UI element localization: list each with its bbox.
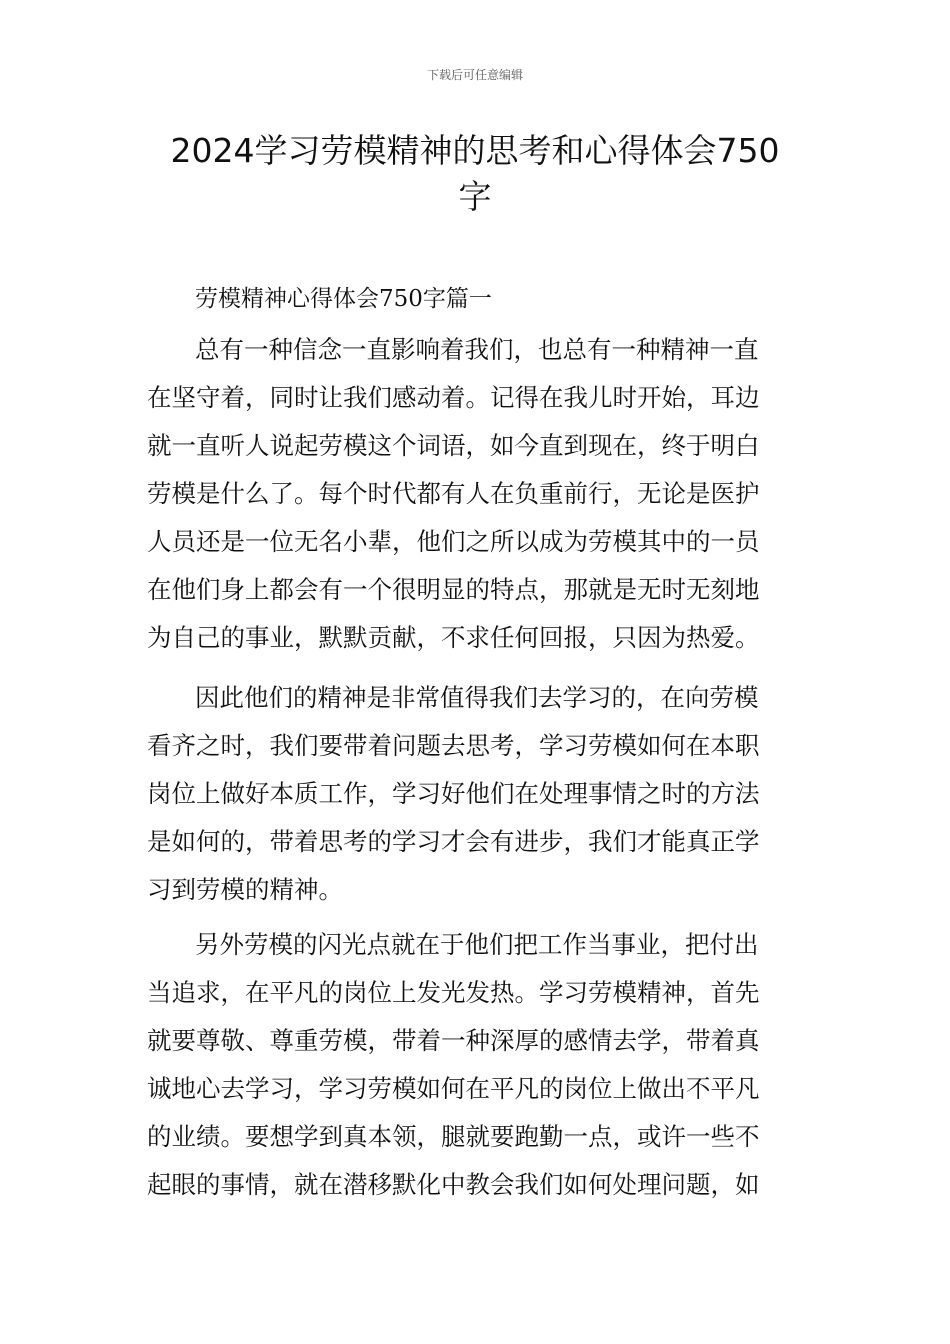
paragraph-line: 起眼的事情，就在潜移默化中教会我们如何处理问题，如 (147, 1170, 760, 1199)
paragraph-line: 人员还是一位无名小辈，他们之所以成为劳模其中的一员 (147, 527, 760, 556)
document-title-line-2: 字 (458, 177, 492, 216)
paragraph-line: 就要尊敬、尊重劳模，带着一种深厚的感情去学，带着真 (147, 1026, 760, 1055)
document-title (140, 128, 810, 220)
section-subheading: 劳模精神心得体会750字篇一 (195, 286, 492, 312)
paragraph-line: 为自己的事业，默默贡献，不求任何回报，只因为热爱。 (147, 623, 760, 652)
document-title-line-1: 2024学习劳模精神的思考和心得体会750 (170, 131, 780, 170)
paragraph-line: 岗位上做好本质工作，学习好他们在处理事情之时的方法 (147, 779, 760, 808)
paragraph-line: 在他们身上都会有一个很明显的特点，那就是无时无刻地 (147, 575, 760, 604)
paragraph-line: 看齐之时，我们要带着问题去思考，学习劳模如何在本职 (147, 731, 760, 760)
paragraph-line: 在坚守着，同时让我们感动着。记得在我儿时开始，耳边 (147, 383, 760, 412)
paragraph-line: 习到劳模的精神。 (147, 875, 343, 904)
body-paragraph-3 (147, 921, 810, 1209)
paragraph-line: 诚地心去学习，学习劳模如何在平凡的岗位上做出不平凡 (147, 1074, 760, 1103)
paragraph-line: 是如何的，带着思考的学习才会有进步，我们才能真正学 (147, 827, 760, 856)
paragraph-line: 当追求，在平凡的岗位上发光发热。学习劳模精神，首先 (147, 978, 760, 1007)
paragraph-line: 就一直听人说起劳模这个词语，如今直到现在，终于明白 (147, 431, 760, 460)
paragraph-line: 另外劳模的闪光点就在于他们把工作当事业，把付出 (195, 930, 759, 959)
paragraph-line: 劳模是什么了。每个时代都有人在负重前行，无论是医护 (147, 479, 760, 508)
body-paragraph-1 (147, 326, 810, 662)
page-header-note: 下载后可任意编辑 (426, 68, 523, 82)
paragraph-line: 的业绩。要想学到真本领，腿就要跑勤一点，或许一些不 (147, 1122, 760, 1151)
paragraph-line: 总有一种信念一直影响着我们，也总有一种精神一直 (195, 335, 759, 364)
paragraph-line: 因此他们的精神是非常值得我们去学习的，在向劳模 (195, 683, 759, 712)
body-paragraph-2 (147, 674, 810, 914)
